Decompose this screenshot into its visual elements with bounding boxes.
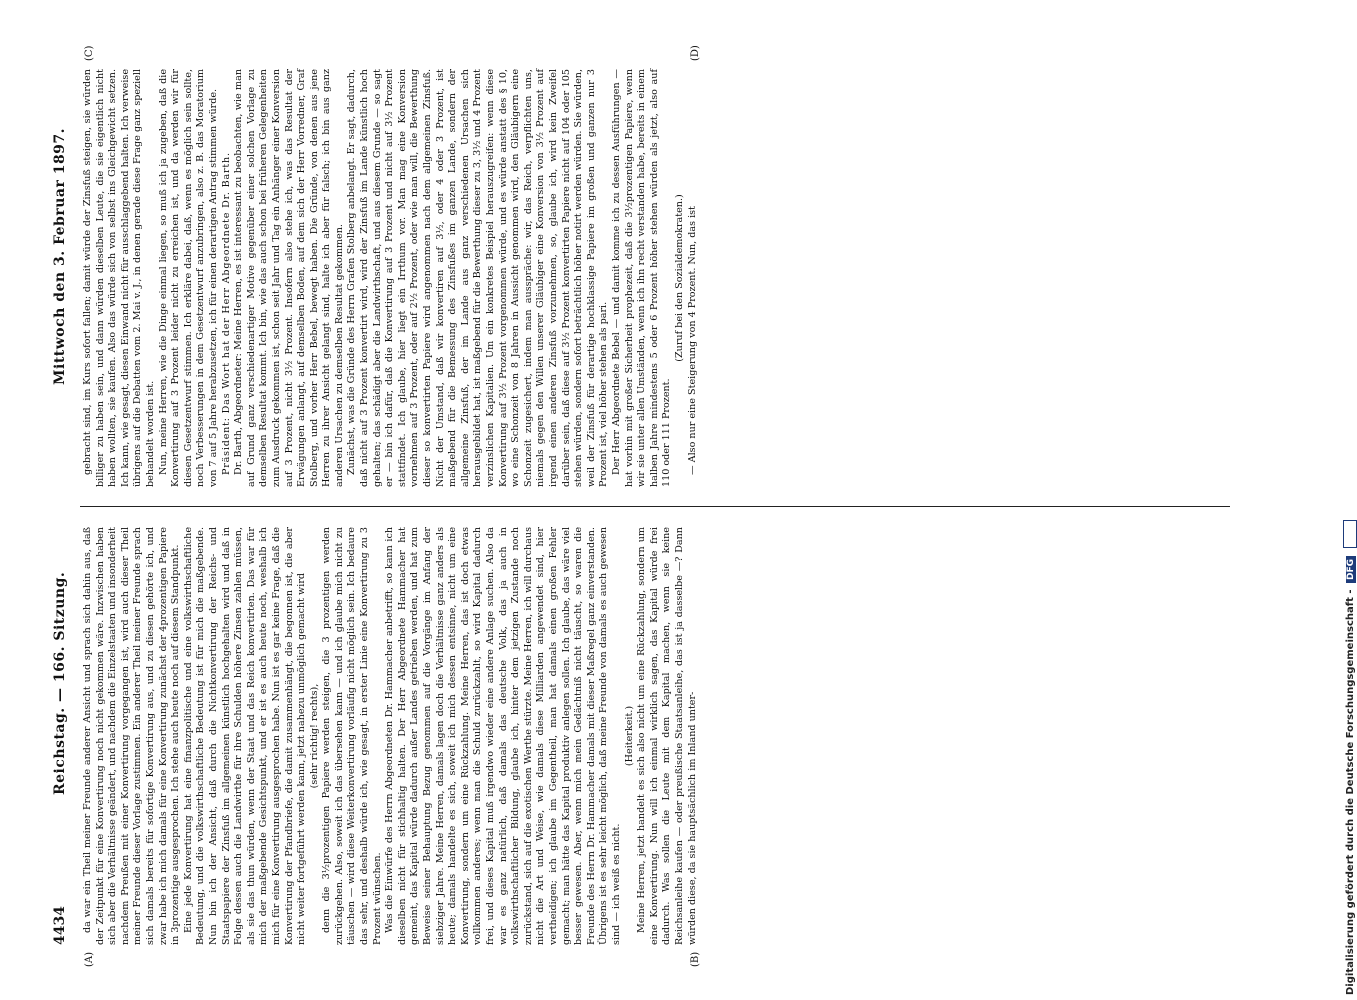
margin-marker-c: (C) (84, 45, 95, 61)
running-header (50, 65, 76, 945)
paragraph: gebracht sind, im Kurs sofort fallen; damit würde der Zinsfuß steigen, sie würden billiger zu haben sein, und dann würden dieselben Leute, die sie eigentlich nicht haben wollten, sie kaufen. Also das würde sich von selbst ins Gleichgewicht setzen. Ich kann, wie gesagt, diesen Einwand nicht für ausschlaggebend halten. Ich verweise übrigens auf die Debatten vom 2. Mai v. J., in denen gerade diese Frage ganz speziell behandelt worden ist. (82, 69, 156, 487)
digitization-credit (1343, 521, 1357, 996)
interjection: (Heiterkeit.) (623, 705, 635, 767)
right-column (82, 69, 1232, 487)
column-divider (80, 506, 1230, 507)
dfg-logo: DFG (1346, 556, 1356, 583)
paragraph: Eine jede Konvertirung hat eine finanzpolitische und eine volkswirthschaftliche Bedeutung, und die volkswirthschaftliche Bedeutung ist für mich die maßgebende. Nun bin ich der Ansicht, daß durch die Nichtkonvertirung der Reichs- und Staatspapiere der Zinsfuß im allgemeinen künstlich hochgehalten wird und daß in Folge dessen auch die Landwirthe für ihre Schulden höhere Zinsen zahlen müssen, als sie das thun würden, wenn der Staat und das Reich konvertirten. Das war für mich der maßgebende Gesichtspunkt, und er ist es auch heute noch, weshalb ich mich für eine Konvertirung ausgesprochen habe. Nun ist es gar keine Frage, daß die Konvertirung der Pfandbriefe, die damit zusammenhängt, die begonnen ist, die aber nicht weiter fortgeführt werden kann, jetzt nahezu unmöglich gemacht wird (182, 527, 308, 945)
interjection: (Zuruf bei den Sozialdemokraten.) (673, 194, 685, 362)
paragraph: Was die Einwürfe des Herrn Abgeordneten Dr. Hammacher anbetrifft, so kann ich dieselben nicht für stichhaltig halten. Der Herr Abgeordnete Hammacher hat gemeint, das Kapital würde dadurch außer Landes getrieben werden, und hat zum Beweise seiner Behauptung Bezug genommen auf die Vorgänge im Anfang der siebziger Jahre. Meine Herren, damals lagen doch die Verhältnisse ganz anders als heute; damals handelte es sich, soweit ich mich dessen entsinne, nicht um eine Konvertirung, sondern um eine Rückzahlung. Meine Herren, das ist doch etwas vollkommen anderes; wenn man die Schuld zurückzahlt, so wird Kapital dadurch frei, und dieses Kapital muß irgendwo wieder eine andere Anlage suchen. Also da war es ganz natürlich, daß damals das deutsche Volk, das ja auch in volkswirthschaftlicher Bildung, glaube ich, hinter dem jetzigen Zustande noch zurückstand, sich auf die exotischen Werthe stürzte. Meine Herren, ich will durchaus nicht die Art und Weise, wie damals diese Milliarden angewendet sind, hier vertheidigen; ich glaube im Gegentheil, man hat damals einen großen Fehler gemacht; man hätte das Kapital produktiv anlegen sollen. Ich glaube, das wäre viel besser gewesen. Aber, wenn mich mein Gedächtniß nicht täuscht, so waren die Freunde des Herrn Dr. Hammacher damals mit dieser Maßregel ganz einverstanden. Übrigens ist es sehr leicht möglich, daß meine Freunde von damals es auch gewesen sind — ich weiß es nicht. (384, 527, 622, 945)
paragraph: denn die 3½prozentigen Papiere werden steigen, die 3 prozentigen werden zurückgehen. Also, soweit ich das übersehen kann — und ich glaube mich nicht zu täuschen — wird diese Weiterkonvertirung vorläufig nicht möglich sein. Ich bedaure das sehr, und deshalb würde ich, wie gesagt, in erster Linie eine Konvertirung zu 3 Prozent wünschen. (321, 527, 383, 945)
left-column (82, 527, 1232, 945)
margin-marker-b: (B) (690, 951, 701, 967)
speaker-paragraph: Dr. Barth, Abgeordneter: Meine Herren, es ist interessant zu beobachten, wie man auf Grund ganz verschiedenartiger Motive gegenüber einer solchen Vorlage zu demselben Resultat kommt. Ich bin, wie das auch schon bei früheren Gelegenheiten zum Ausdruck gekommen ist, schon seit Jahr und Tag ein Anhänger einer Konversion auf 3 Prozent, nicht 3½ Prozent. Insofern also stehe ich, was das Resultat der Erwägungen anlangt, auf demselben Boden, auf dem sich der Herr Vorredner, Graf Stolberg, und vorher Herr Bebel, bewegt haben. Die Gründe, von denen aus jene Herren zu ihrer Ansicht gelangt sind, halte ich aber für falsch; ich bin aus ganz anderen Ursachen zu demselben Resultat gekommen. (233, 69, 345, 487)
paragraph: Nun, meine Herren, wie die Dinge einmal liegen, so muß ich ja zugeben, daß die Konvertirung auf 3 Prozent leider nicht zu erreichen ist, und da werden wir für diesen Gesetzentwurf stimmen. Ich erkläre dabei, daß, wenn es möglich sein sollte, noch Verbesserungen in dem Gesetzentwurf anzubringen, also z. B. das Moratorium von 7 auf 5 Jahre herabzusetzen, ich für einen derartigen Antrag stimmen würde. (157, 69, 219, 487)
paragraph: Meine Herren, jetzt handelt es sich also nicht um eine Rückzahlung, sondern um eine Konvertirung. Nun will ich einmal wirklich sagen, das Kapital würde frei dadurch. Was sollen die Leute mit dem Kapital machen, wenn sie keine Reichsanleihe kaufen — oder preußische Staatsanleihe, das ist ja dasselbe —? Dann würden diese, da sie hauptsächlich im Inland unter- (636, 527, 698, 945)
paragraph: Zunächst, was die Gründe des Herrn Grafen Stolberg anbelangt. Er sagt, dadurch, daß nicht auf 3 Prozent konvertirt wird, wird der Zinsfuß im Lande künstlich hoch gehalten; das schädigt aber die Landwirthschaft, und aus diesem Grunde — so sagt er — bin ich dafür, daß die Konvertirung auf 3 Prozent und nicht auf 3½ Prozent stattfindet. Ich glaube, hier liegt ein Irrthum vor. Man mag eine Konversion vornehmen auf 3 Prozent, oder auf 2½ Prozent, oder wie man will, die Bewerthung dieser so konvertirten Papiere wird angenommen nach dem allgemeinen Zinsfuß. Nicht der Umstand, daß wir konvertiren auf 3½, oder 4 oder 3 Prozent, ist maßgebend für die Bemessung des Zinsfußes im ganzen Lande, sondern der allgemeine Zinsfuß, der im Lande aus ganz verschiedenen Ursachen sich herausgebildet hat, ist maßgebend für die Bewerthung dieser zu 3, 3½ und 4 Prozent verzinslichen Kapitalien. Um ein konkretes Beispiel herauszugreifen: wenn diese Konvertirung auf 3½ Prozent vorgenommen würde, und es würde anstatt des § 10, wo eine Schonzeit von 8 Jahren in Aussicht genommen wird, den Gläubigern eine Schonzeit zugesichert, indem man ausspräche: wir, das Reich, verpflichten uns, niemals gegen den Willen unserer Gläubiger eine Konversion von 3½ Prozent auf irgend einen anderen Zinsfuß vorzunehmen, so, glaube ich, wird kein Zweifel darüber sein, daß diese auf 3½ Prozent konvertirten Papiere nicht auf 104 oder 105 stehen würden, sondern sofort beträchtlich höher notirt werden würden. Sie würden, weil der Zinsfuß für derartige hochklassige Papiere im großen und ganzen nur 3 Prozent ist, viel höher stehen als pari. (346, 69, 610, 487)
page-number: 4434 (52, 906, 68, 945)
session-title: Reichstag. — 166. Sitzung. (52, 571, 68, 795)
margin-marker-d: (D) (690, 45, 701, 61)
paragraph: da war ein Theil meiner Freunde anderer Ansicht und sprach sich dahin aus, daß der Zeitpunkt für eine Konvertirung noch nicht gekommen wäre. Inzwischen haben sich aber die Verhältnisse geändert, und nachdem die Einzelstaaten und insonderheit nachdem Preußen mit einer Konvertirung vorgegangen ist, wird auch dieser Theil meiner Freunde dieser Vorlage zustimmen. Ein anderer Theil meiner Freunde sprach sich damals bereits für sofortige Konvertirung aus, und zu diesen gehörte ich, und zwar habe ich mich damals für eine Konvertirung zunächst der 4prozentigen Papiere in 3prozentige ausgesprochen. Ich stehe auch heute noch auf diesem Standpunkt. (82, 527, 182, 945)
interjection: (sehr richtig! rechts), (308, 683, 320, 789)
paragraph: — Also nur eine Steigerung von 4 Prozent. Nun, das ist (686, 206, 698, 475)
rotated-document-page (50, 45, 1295, 967)
speaker-paragraph: Präsident: Das Wort hat der Herr Abgeordnete Dr. Barth. (220, 152, 232, 475)
dfg-logo-box (1343, 521, 1357, 549)
session-date: Mittwoch den 3. Februar 1897. (52, 127, 68, 385)
margin-marker-a: (A) (84, 951, 95, 967)
credit-text: Digitalisierung gefördert durch die Deutsche Forschungsgemeinschaft - (1345, 589, 1356, 995)
paragraph: Der Herr Abgeordnete Bebel — und damit komme ich zu dessen Ausführungen — hat vorhin mit großer Sicherheit prophezeit, daß die 3½prozentigen Papiere, wenn wir sie unter allen Umständen, wenn ich ihn recht verstanden habe, bereits in einem halben Jahre mindestens 5 oder 6 Prozent höher stehen würden als jetzt, also auf 110 oder 111 Prozent. (610, 69, 673, 487)
